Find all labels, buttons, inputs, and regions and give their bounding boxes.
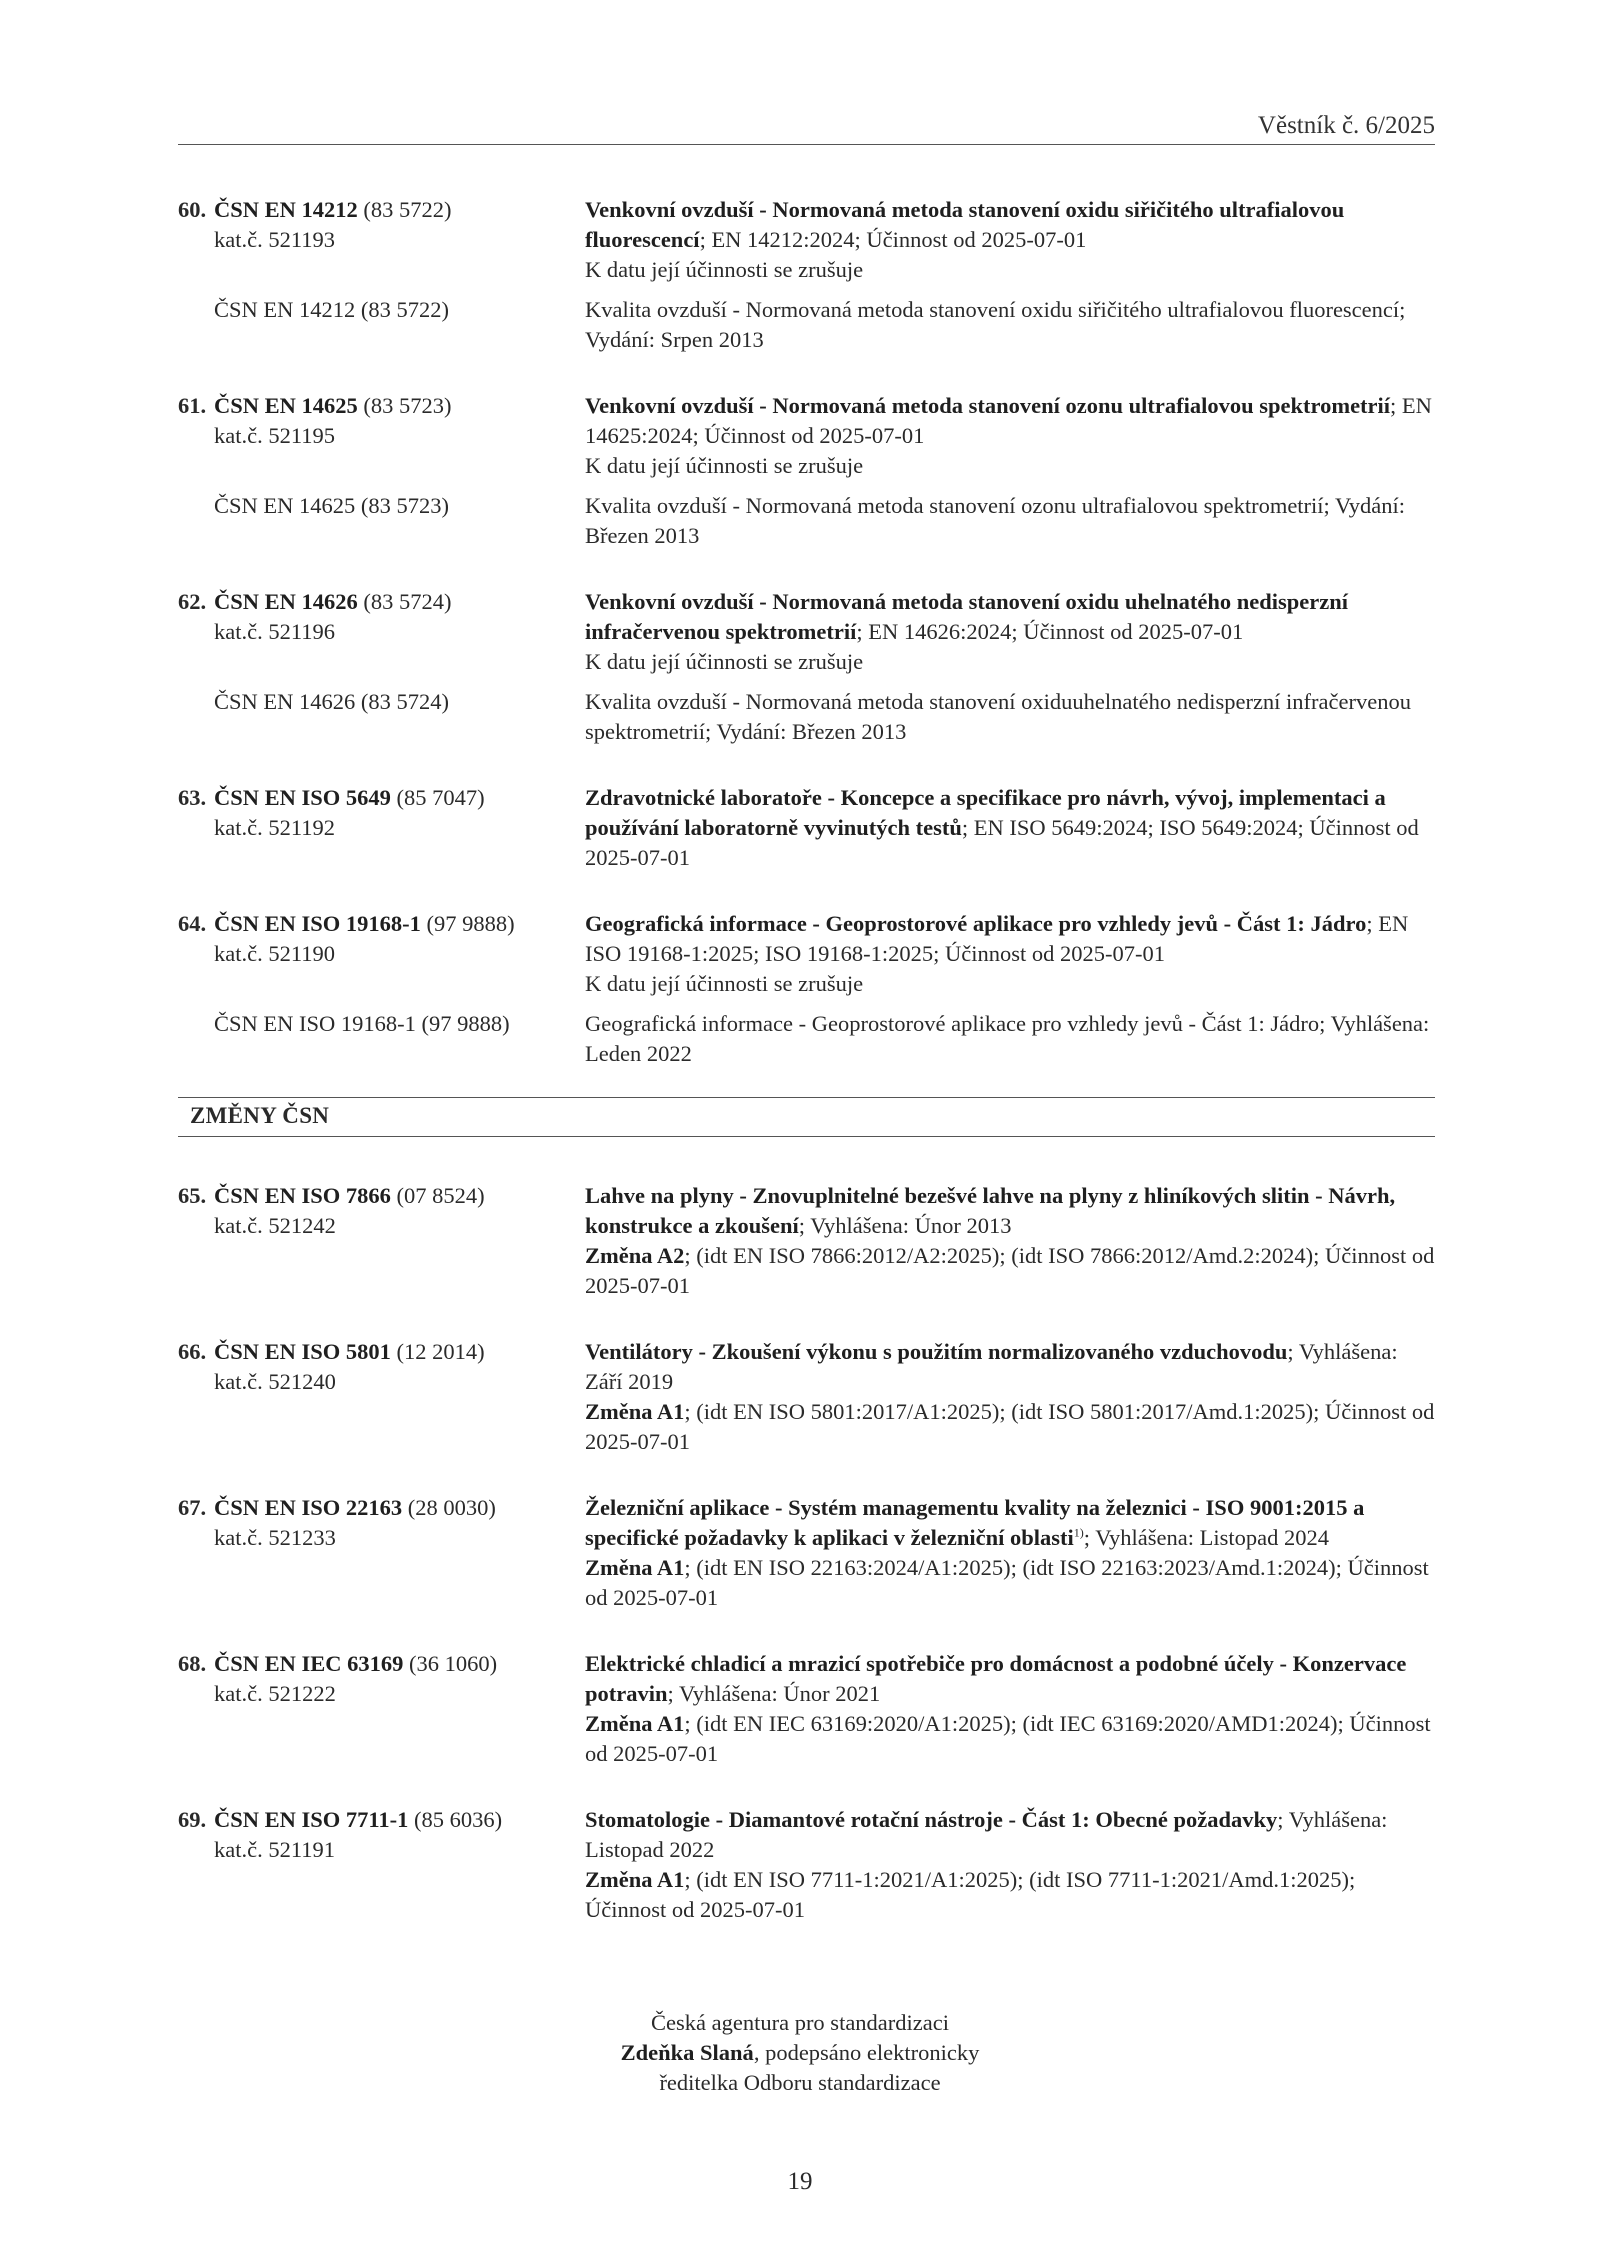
cancellation-note: K datu její účinnosti se zrušuje [585, 257, 864, 282]
replaced-standard-id: ČSN EN 14626 (83 5724) [214, 689, 449, 714]
change-info: ; (idt EN ISO 5801:2017/A1:2025); (idt ISO 5801:2017/Amd.1:2025); Účinnost od 2025-07-01 [585, 1399, 1435, 1454]
standard-description [585, 195, 1435, 285]
replaced-standard-id: ČSN EN 14212 (83 5722) [214, 297, 449, 322]
standard-number: ČSN EN 14626 [214, 589, 358, 614]
catalog-number: kat.č. 521191 [214, 1837, 336, 1862]
standard-info: ; EN 14625:2024; Účinnost od 2025-07-01 [585, 393, 1432, 448]
standard-id [178, 195, 585, 255]
announcement-date: ; Vyhlášena: Září 2019 [585, 1339, 1398, 1394]
standard-title: Elektrické chladicí a mrazicí spotřebiče pro domácnost a podobné účely - Konzervace potravin [585, 1651, 1407, 1706]
replaced-standard-title: Kvalita ovzduší - Normovaná metoda stanovení oxidu siřičitého ultrafialovou fluorescencí; Vydání: Srpen 2013 [585, 297, 1406, 352]
classification-code: (83 5723) [357, 393, 452, 418]
standard-entry [178, 195, 1435, 355]
catalog-number: kat.č. 521233 [214, 1525, 336, 1550]
standard-number: ČSN EN ISO 5649 [214, 785, 391, 810]
change-entry [178, 1337, 1435, 1457]
entry-number: 63. [178, 785, 207, 810]
standard-info: ; EN 14626:2024; Účinnost od 2025-07-01 [856, 619, 1244, 644]
standard-entry [178, 391, 1435, 551]
change-info: ; (idt EN ISO 22163:2024/A1:2025); (idt ISO 22163:2023/Amd.1:2024); Účinnost od 2025-07-01 [585, 1555, 1429, 1610]
signatory-role: ředitelka Odboru standardizace [659, 2070, 941, 2095]
replaced-standard-title: Kvalita ovzduší - Normovaná metoda stanovení oxiduuhelnatého nedisperzní infračervenou spektrometrií; Vydání: Březen 2013 [585, 689, 1411, 744]
standard-id [178, 783, 585, 843]
classification-code: (83 5722) [357, 197, 452, 222]
standard-title: Stomatologie - Diamantové rotační nástroje - Část 1: Obecné požadavky [585, 1807, 1278, 1832]
catalog-number: kat.č. 521190 [214, 941, 336, 966]
change-info: ; (idt EN IEC 63169:2020/A1:2025); (idt IEC 63169:2020/AMD1:2024); Účinnost od 2025-07-01 [585, 1711, 1431, 1766]
bulletin-title: Věstník č. 6/2025 [1257, 112, 1435, 139]
entry-number: 69. [178, 1807, 207, 1832]
replaced-standard-id: ČSN EN 14625 (83 5723) [214, 493, 449, 518]
standard-number: ČSN EN ISO 5801 [214, 1339, 391, 1364]
cancellation-note: K datu její účinnosti se zrušuje [585, 971, 864, 996]
section-title: ZMĚNY ČSN [190, 1103, 330, 1128]
signature-block [0, 2008, 1600, 2098]
standard-number: ČSN EN ISO 22163 [214, 1495, 403, 1520]
standard-id [178, 1181, 585, 1241]
catalog-number: kat.č. 521222 [214, 1681, 336, 1706]
standard-title: Geografická informace - Geoprostorové aplikace pro vzhledy jevů - Část 1: Jádro [585, 911, 1367, 936]
standard-id [178, 587, 585, 647]
classification-code: (85 6036) [408, 1807, 503, 1832]
standard-id [178, 1493, 585, 1553]
standard-number: ČSN EN ISO 7866 [214, 1183, 391, 1208]
standard-title: Venkovní ovzduší - Normovaná metoda stanovení oxidu siřičitého ultrafialovou fluorescencí [585, 197, 1345, 252]
entry-number: 64. [178, 911, 207, 936]
replaced-standard-id: ČSN EN ISO 19168-1 (97 9888) [214, 1011, 510, 1036]
standard-id [178, 1337, 585, 1397]
change-info: ; (idt EN ISO 7711-1:2021/A1:2025); (idt ISO 7711-1:2021/Amd.1:2025); Účinnost od 2025-07-01 [585, 1867, 1356, 1922]
standard-entry [178, 587, 1435, 747]
page-header [178, 108, 1435, 145]
signature-note: , podepsáno elektronicky [753, 2040, 980, 2065]
standard-description [585, 1181, 1435, 1301]
change-entry [178, 1805, 1435, 1925]
standard-number: ČSN EN 14625 [214, 393, 358, 418]
standard-entry [178, 783, 1435, 873]
replaced-standard-title: Geografická informace - Geoprostorové aplikace pro vzhledy jevů - Část 1: Jádro; Vyhlášena: Leden 2022 [585, 1011, 1430, 1066]
standard-description [585, 1493, 1435, 1613]
section-heading [178, 1097, 1435, 1137]
entry-number: 60. [178, 197, 207, 222]
classification-code: (36 1060) [403, 1651, 498, 1676]
announcement-date: ; Vyhlášena: Únor 2021 [667, 1681, 881, 1706]
catalog-number: kat.č. 521242 [214, 1213, 336, 1238]
entry-number: 65. [178, 1183, 207, 1208]
classification-code: (12 2014) [390, 1339, 485, 1364]
catalog-number: kat.č. 521195 [214, 423, 336, 448]
standard-number: ČSN EN ISO 19168-1 [214, 911, 421, 936]
standard-number: ČSN EN ISO 7711-1 [214, 1807, 409, 1832]
standard-description [585, 587, 1435, 677]
change-label: Změna A1 [585, 1399, 685, 1424]
page-number: 19 [787, 2168, 813, 2195]
catalog-number: kat.č. 521192 [214, 815, 336, 840]
replaced-standard-title: Kvalita ovzduší - Normovaná metoda stanovení ozonu ultrafialovou spektrometrií; Vydání: Březen 2013 [585, 493, 1406, 548]
standard-entry [178, 909, 1435, 1069]
page-content [178, 195, 1435, 1961]
announcement-date: ; Vyhlášena: Listopad 2024 [1083, 1525, 1329, 1550]
standard-id [178, 909, 585, 969]
change-label: Změna A1 [585, 1711, 685, 1736]
catalog-number: kat.č. 521196 [214, 619, 336, 644]
standard-description [585, 1805, 1435, 1925]
entry-number: 66. [178, 1339, 207, 1364]
change-label: Změna A2 [585, 1243, 685, 1268]
standard-id [178, 1805, 585, 1865]
catalog-number: kat.č. 521240 [214, 1369, 336, 1394]
change-entry [178, 1649, 1435, 1769]
standard-number: ČSN EN IEC 63169 [214, 1651, 404, 1676]
standard-description [585, 783, 1435, 873]
standard-info: ; EN 14212:2024; Účinnost od 2025-07-01 [699, 227, 1087, 252]
standard-description [585, 1337, 1435, 1457]
entry-number: 67. [178, 1495, 207, 1520]
change-entry [178, 1493, 1435, 1613]
standard-title: Venkovní ovzduší - Normovaná metoda stanovení ozonu ultrafialovou spektrometrií [585, 393, 1391, 418]
classification-code: (85 7047) [390, 785, 485, 810]
announcement-date: ; Vyhlášena: Únor 2013 [798, 1213, 1012, 1238]
standard-info: ; EN ISO 19168-1:2025; ISO 19168-1:2025; Účinnost od 2025-07-01 [585, 911, 1409, 966]
standard-description [585, 909, 1435, 999]
standard-id [178, 1649, 585, 1709]
standard-number: ČSN EN 14212 [214, 197, 358, 222]
change-label: Změna A1 [585, 1867, 685, 1892]
change-label: Změna A1 [585, 1555, 685, 1580]
standard-title: Lahve na plyny - Znovuplnitelné bezešvé lahve na plyny z hliníkových slitin - Návrh, konstrukce a zkoušení [585, 1183, 1396, 1238]
entry-number: 61. [178, 393, 207, 418]
classification-code: (07 8524) [390, 1183, 485, 1208]
classification-code: (97 9888) [420, 911, 515, 936]
footnote-marker: 1) [1073, 1525, 1084, 1540]
signatory-name: Zdeňka Slaná [620, 2040, 754, 2065]
change-info: ; (idt EN ISO 7866:2012/A2:2025); (idt ISO 7866:2012/Amd.2:2024); Účinnost od 2025-07-01 [585, 1243, 1435, 1298]
standard-id [178, 391, 585, 451]
standard-title: Železniční aplikace - Systém managementu kvality na železnici - ISO 9001:2015 a specifické požadavky k aplikaci v železniční oblasti [585, 1495, 1365, 1550]
announcement-date: ; Vyhlášena: Listopad 2022 [585, 1807, 1388, 1862]
change-entry [178, 1181, 1435, 1301]
standard-info: ; EN ISO 5649:2024; ISO 5649:2024; Účinnost od 2025-07-01 [585, 815, 1419, 870]
catalog-number: kat.č. 521193 [214, 227, 336, 252]
standard-description [585, 1649, 1435, 1769]
standard-title: Venkovní ovzduší - Normovaná metoda stanovení oxidu uhelnatého nedisperzní infračervenou spektrometrií [585, 589, 1349, 644]
entry-number: 68. [178, 1651, 207, 1676]
cancellation-note: K datu její účinnosti se zrušuje [585, 453, 864, 478]
standard-title: Ventilátory - Zkoušení výkonu s použitím normalizovaného vzduchovodu [585, 1339, 1288, 1364]
classification-code: (83 5724) [357, 589, 452, 614]
standard-description [585, 391, 1435, 481]
cancellation-note: K datu její účinnosti se zrušuje [585, 649, 864, 674]
standard-title: Zdravotnické laboratoře - Koncepce a specifikace pro návrh, vývoj, implementaci a používání laboratorně vyvinutých testů [585, 785, 1386, 840]
entry-number: 62. [178, 589, 207, 614]
agency-name: Česká agentura pro standardizaci [651, 2010, 949, 2035]
classification-code: (28 0030) [402, 1495, 496, 1520]
